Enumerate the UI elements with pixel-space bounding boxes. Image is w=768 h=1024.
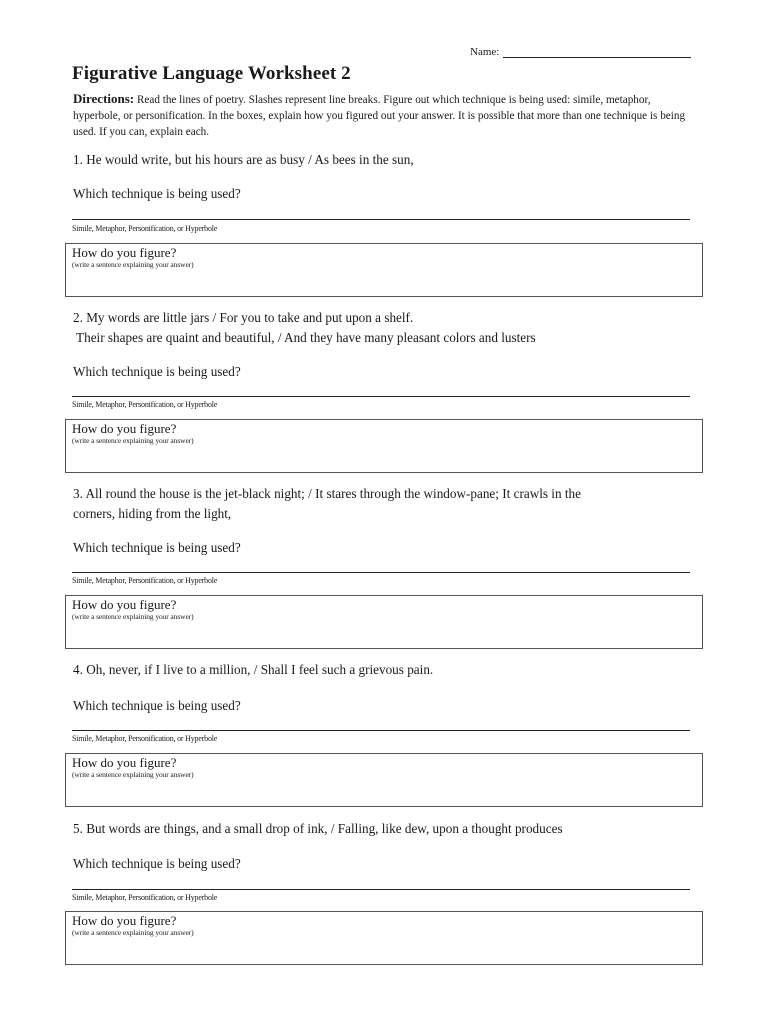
question-3-answer-line[interactable] [72,572,690,573]
page-title: Figurative Language Worksheet 2 [72,63,351,84]
question-4-line-1: 4. Oh, never, if I live to a million, / Shall I feel such a grievous pain. [73,662,434,677]
question-4-explain-box[interactable] [65,753,703,807]
question-4-prompt: Which technique is being used? [73,698,241,713]
question-3-line-1: 3. All round the house is the jet-black night; / It stares through the window-pane; It crawls in the [73,486,581,501]
question-2-answer-line[interactable] [72,396,690,397]
question-5-explain-box[interactable] [65,911,703,965]
question-1-prompt: Which technique is being used? [73,186,241,201]
directions-text: Read the lines of poetry. Slashes represent line breaks. Figure out which technique is being used: simile, metaphor, hyperbole, or personification. In the boxes, explain how you figured out your answer. It is possible that more than one technique is being used. If you can, explain each. [73,94,686,138]
question-2-text [73,308,693,348]
question-3-box-subtitle: (write a sentence explaining your answer) [72,612,194,621]
question-1-box-title: How do you figure? [72,245,177,260]
question-3-box-title: How do you figure? [72,597,177,612]
question-4-answer-line[interactable] [72,730,690,731]
question-2-explain-box[interactable] [65,419,703,473]
question-4-box-title: How do you figure? [72,755,177,770]
question-1-hint: Simile, Metaphor, Personification, or Hyperbole [72,224,218,233]
question-2-prompt: Which technique is being used? [73,364,241,379]
question-5-box-title: How do you figure? [72,913,177,928]
question-1-box-subtitle: (write a sentence explaining your answer) [72,260,194,269]
question-1-text [73,150,693,170]
question-5-line-1: 5. But words are things, and a small drop of ink, / Falling, like dew, upon a thought produces [73,821,563,836]
question-5-text [73,819,693,839]
question-2-hint: Simile, Metaphor, Personification, or Hyperbole [72,400,218,409]
question-2-box-subtitle: (write a sentence explaining your answer) [72,436,194,445]
question-1-answer-line[interactable] [72,219,690,220]
question-5-box-subtitle: (write a sentence explaining your answer) [72,928,194,937]
question-2-line-1: 2. My words are little jars / For you to take and put upon a shelf. [73,310,414,325]
question-3-hint: Simile, Metaphor, Personification, or Hyperbole [72,576,218,585]
question-5-prompt: Which technique is being used? [73,856,241,871]
question-2-box-title: How do you figure? [72,421,177,436]
question-1-line-1: 1. He would write, but his hours are as busy / As bees in the sun, [73,152,414,167]
question-4-box-subtitle: (write a sentence explaining your answer) [72,770,194,779]
question-5-answer-line[interactable] [72,889,690,890]
name-field[interactable] [503,44,691,58]
question-4-hint: Simile, Metaphor, Personification, or Hyperbole [72,734,218,743]
name-label: Name: [470,46,500,58]
question-4-text [73,660,693,680]
question-1-explain-box[interactable] [65,243,703,297]
question-5-hint: Simile, Metaphor, Personification, or Hyperbole [72,893,218,902]
directions-label: Directions: [73,91,135,106]
question-2-line-2: Their shapes are quaint and beautiful, / And they have many pleasant colors and lusters [73,330,536,345]
question-3-prompt: Which technique is being used? [73,540,241,555]
directions [73,91,693,140]
question-3-explain-box[interactable] [65,595,703,649]
question-3-text [73,484,693,524]
name-row [470,44,691,58]
question-3-line-2: corners, hiding from the light, [73,506,232,521]
